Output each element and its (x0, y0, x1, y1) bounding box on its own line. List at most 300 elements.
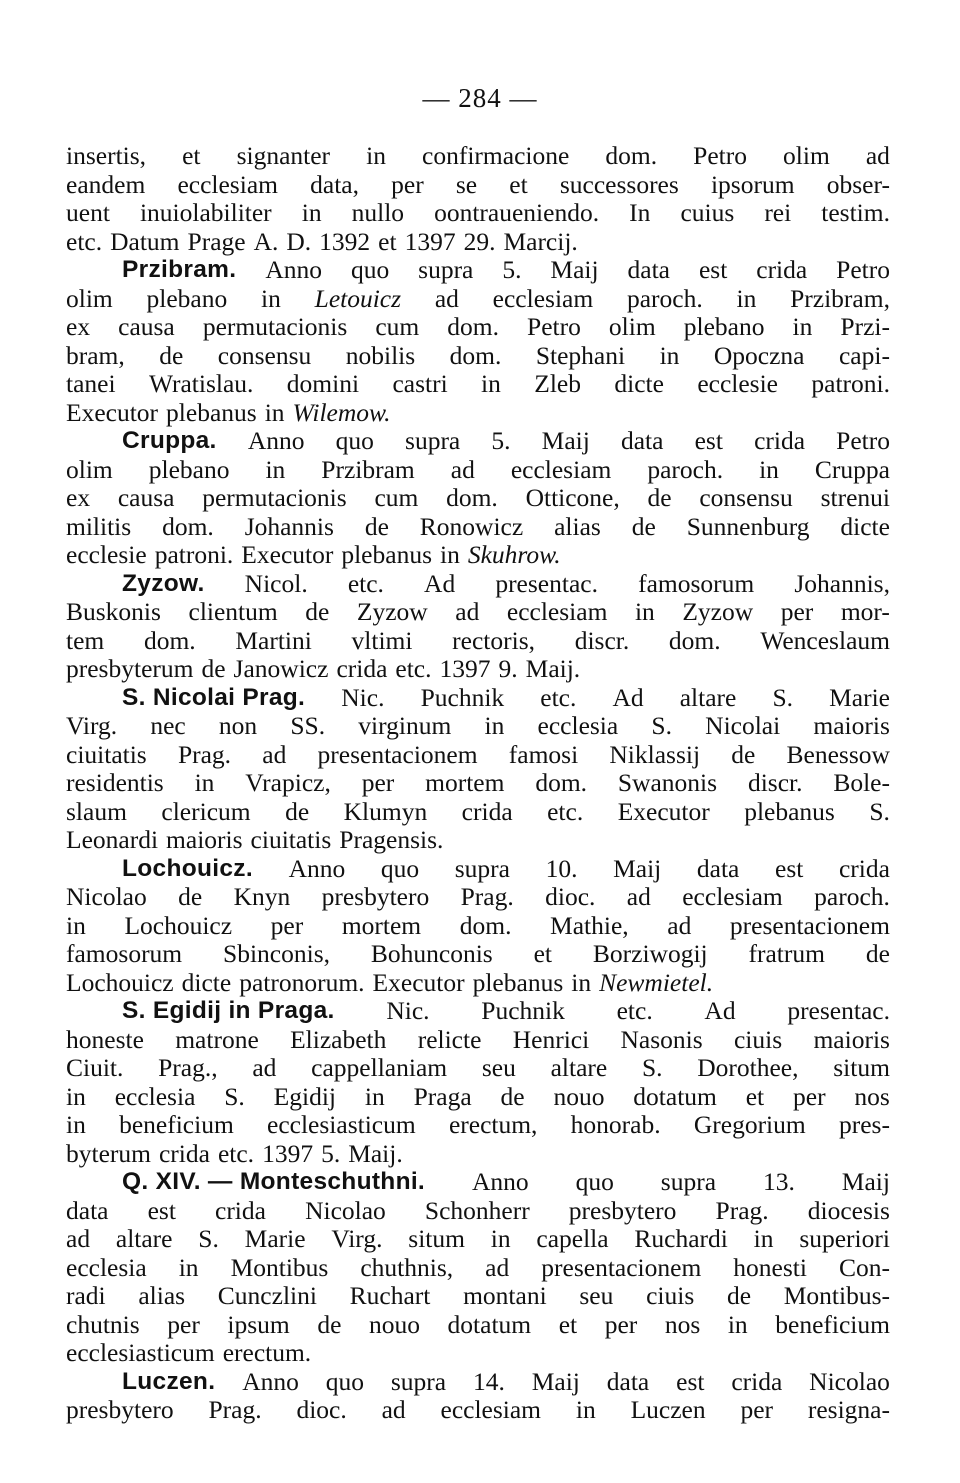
word: patronorum. (239, 967, 365, 997)
word: nec (150, 711, 186, 740)
word: in (66, 1081, 86, 1111)
text-line (66, 684, 890, 713)
word: de (731, 739, 756, 769)
word: 1397 (262, 1138, 314, 1168)
word: Nic. (341, 682, 385, 712)
word: Ad (704, 996, 736, 1025)
word: insertis, (66, 141, 147, 170)
word: pres- (838, 1110, 890, 1139)
word: supra (405, 426, 461, 455)
text-line (66, 484, 890, 513)
word: Anno (265, 255, 322, 284)
word: honeste (66, 1024, 144, 1054)
word: presentacionem (541, 1252, 702, 1282)
word: bram, (66, 340, 125, 370)
word: resigna- (807, 1395, 890, 1424)
word: ipsorum (710, 169, 795, 199)
word: oontraueniendo. (434, 198, 600, 227)
word: ecclesie (697, 369, 778, 398)
word: plebano (683, 312, 765, 341)
word: Otticone, (525, 483, 620, 512)
word: Stephani (535, 340, 626, 370)
word: Vrapicz, (245, 768, 331, 797)
word: in (301, 198, 322, 227)
word: de (647, 483, 672, 512)
word: data (620, 426, 664, 455)
word: et (378, 226, 397, 256)
word: altare (115, 1224, 173, 1253)
word: residentis (66, 768, 164, 797)
word: ecclesiasticum (66, 1338, 215, 1367)
word: in (634, 597, 655, 626)
word: Letouicz (314, 283, 402, 313)
word: S. (198, 1224, 219, 1253)
word: plebanus (744, 796, 835, 826)
word: Maij. (525, 654, 581, 683)
word: olim (608, 312, 656, 341)
word: Bole- (833, 768, 890, 797)
text-line (66, 598, 890, 627)
word: Przibram, (790, 283, 890, 313)
text-line (66, 171, 890, 200)
entry-heading: Lochouicz. (122, 854, 253, 882)
word: de (159, 340, 184, 370)
word: nos (854, 1081, 890, 1111)
word: A. (253, 226, 279, 256)
word: 1397 (439, 654, 491, 683)
word: Anno (242, 1366, 299, 1396)
word: Ad (612, 682, 644, 712)
word: olim (66, 283, 113, 313)
word: Gregorium (693, 1110, 806, 1139)
text-line (66, 741, 890, 770)
word: clericum (161, 796, 251, 826)
word: ciuis (733, 1024, 783, 1054)
word: data (627, 255, 671, 284)
word: Puchnik (420, 682, 505, 712)
word: Opoczna (713, 340, 805, 370)
word: in (792, 312, 813, 341)
word: matrone (175, 1024, 259, 1054)
word: per (740, 1395, 773, 1424)
word: ad (626, 882, 651, 911)
word: In (629, 198, 651, 227)
text-line (66, 1083, 890, 1112)
word: supra (418, 255, 474, 284)
word: cum (374, 483, 419, 512)
word: presbytero (66, 1395, 174, 1424)
word: altare (679, 682, 737, 712)
word: in (575, 1395, 596, 1424)
word: paroch. (626, 283, 703, 313)
word: alias (138, 1281, 186, 1310)
word: Ad (424, 568, 456, 598)
word: in (66, 910, 86, 940)
word: crida (158, 1138, 210, 1168)
entry-heading: Przibram. (122, 256, 237, 283)
text-line (66, 655, 890, 684)
entry-heading: S. Egidij in Praga. (122, 997, 335, 1024)
word: 1397 (404, 226, 456, 256)
word: S. (869, 796, 890, 826)
text-line (66, 826, 890, 855)
word: Marcij. (503, 226, 578, 256)
word: clientum (188, 597, 278, 626)
word: plebano (148, 454, 230, 484)
word: SS. (290, 711, 326, 740)
word: Maij (550, 255, 599, 284)
word: Nicolao (66, 882, 147, 911)
word: Virg. (66, 711, 118, 740)
word: ciuis (646, 1281, 695, 1310)
word: strenui (820, 483, 890, 512)
word: Klumyn (343, 796, 428, 826)
word: crida (754, 426, 806, 455)
entry-heading: Cruppa. (122, 427, 217, 454)
word: in (265, 454, 286, 484)
word: in (484, 711, 505, 740)
word: Datum (110, 226, 180, 256)
word: dom. (446, 483, 498, 512)
word: ad (450, 454, 475, 484)
word: Borziwogij (592, 939, 708, 968)
word: per (391, 169, 424, 199)
word: in (753, 1224, 774, 1253)
word: tanei (66, 369, 116, 398)
text-line (66, 969, 890, 998)
word: ecclesia (537, 711, 619, 740)
word: ecclesiam (510, 454, 612, 484)
word: mortem (341, 910, 422, 940)
word: Prag. (715, 1195, 769, 1225)
text-line (66, 1368, 890, 1397)
word: maioris (166, 825, 243, 854)
word: est (775, 853, 804, 883)
word: per (167, 1309, 200, 1339)
word: Zyzow (682, 597, 754, 626)
word: olim (783, 141, 830, 170)
word: et (558, 1309, 578, 1339)
word: Pragensis. (339, 825, 444, 854)
word: Anno (247, 426, 305, 455)
word: mor- (840, 597, 890, 626)
word: etc. (217, 1138, 255, 1168)
word: in (736, 283, 757, 313)
word: Con- (838, 1252, 890, 1282)
word: situm (408, 1224, 465, 1253)
word: Johannis (244, 511, 334, 541)
word: dicte (614, 369, 664, 398)
word: dotatum (633, 1081, 717, 1111)
word: in (759, 454, 779, 484)
word: beneficium (775, 1309, 890, 1339)
word: Sunnenburg (686, 511, 810, 541)
text-line (66, 228, 890, 257)
word: Nicol. (244, 568, 308, 598)
word: in (481, 369, 501, 398)
word: ecclesiam (440, 1395, 542, 1424)
word: chutnis (66, 1309, 140, 1339)
word: Puchnik (481, 996, 565, 1025)
word: de (364, 511, 389, 541)
word: 5. (321, 1138, 341, 1168)
word: Wilemow. (292, 397, 391, 427)
word: est (694, 426, 723, 455)
word: Executor (617, 796, 710, 826)
word: Prage (187, 226, 246, 256)
word: famosorum (66, 939, 183, 968)
word: tem (66, 625, 105, 655)
text-line (66, 1282, 890, 1311)
word: data (696, 853, 740, 883)
word: et (509, 169, 528, 199)
text-line (66, 940, 890, 969)
word: crida (756, 255, 808, 284)
word: superiori (799, 1224, 890, 1253)
word: in (366, 141, 386, 170)
word: 13. (762, 1167, 795, 1196)
word: ecclesia (66, 1252, 147, 1282)
text-line (66, 1225, 890, 1254)
text-line (66, 1339, 890, 1368)
word: est (676, 1366, 705, 1396)
word: Maij. (348, 1138, 403, 1168)
word: in (364, 1081, 385, 1111)
entry-heading: S. Nicolai Prag. (122, 683, 306, 711)
word: Maij (541, 426, 590, 455)
word: ex (66, 312, 91, 341)
word: Przi- (840, 312, 890, 341)
word: alias (554, 511, 601, 541)
word: ad (455, 597, 480, 626)
text-line (66, 256, 890, 285)
word: Skuhrow. (467, 540, 561, 569)
word: fratrum (748, 939, 825, 968)
word: etc. (540, 682, 577, 712)
word: in (440, 540, 460, 569)
word: olim (66, 454, 113, 484)
word: quo (325, 1366, 364, 1396)
word: dom. (447, 312, 499, 341)
text-line (66, 883, 890, 912)
word: S. (641, 1053, 663, 1082)
word: ad (434, 283, 459, 313)
word: castri (392, 369, 448, 398)
word: dom. (449, 340, 502, 370)
text-line (66, 399, 890, 428)
word: Ronowicz (419, 511, 524, 541)
text-line (66, 1168, 890, 1197)
word: Petro (836, 255, 890, 284)
text-line (66, 199, 890, 228)
word: crida (336, 654, 388, 683)
word: Zyzow (356, 597, 428, 626)
word: in (66, 1110, 86, 1139)
word: etc. (547, 796, 584, 826)
text-line (66, 1111, 890, 1140)
word: ipsum (227, 1309, 290, 1339)
word: Niklassij (609, 739, 701, 769)
word: Prag., (158, 1053, 218, 1082)
text-line (66, 456, 890, 485)
word: per (361, 768, 395, 797)
text-line (66, 769, 890, 798)
text-line (66, 1197, 890, 1226)
word: ecclesiam (506, 597, 608, 626)
word: de (865, 939, 890, 968)
text-line (66, 513, 890, 542)
word: de (201, 654, 226, 683)
text-line (66, 1054, 890, 1083)
word: capi- (838, 340, 890, 370)
word: Maij (613, 853, 662, 883)
word: ecclesiam (682, 882, 783, 911)
word: nouo (368, 1309, 420, 1339)
word: Nasonis (620, 1024, 703, 1054)
word: supra (660, 1167, 717, 1196)
word: est (698, 255, 728, 284)
text-line (66, 313, 890, 342)
text-line (66, 855, 890, 884)
word: Prag. (460, 882, 514, 911)
word: Executor (66, 397, 159, 427)
word: Zleb (534, 369, 581, 398)
word: Montibus (230, 1252, 329, 1282)
word: in (727, 1309, 748, 1339)
word: presentacionem (729, 910, 890, 940)
word: byterum (66, 1138, 151, 1168)
word: Petro (693, 141, 747, 170)
word: discr. (574, 625, 630, 655)
word: data (66, 1195, 109, 1225)
word: Wratislau. (148, 369, 254, 398)
word: et (533, 939, 552, 968)
text-line (66, 912, 890, 941)
word: Sbinconis, (223, 939, 330, 968)
word: per (270, 910, 304, 940)
word: seu (579, 1281, 614, 1310)
word: eandem (66, 169, 146, 199)
word: etc. (616, 996, 653, 1025)
word: inuiolabiliter (139, 198, 272, 227)
word: Przibram (321, 454, 415, 484)
word: Montibus- (783, 1281, 890, 1310)
word: testim. (821, 198, 890, 227)
word: Executor (372, 967, 465, 997)
word: ad (262, 739, 287, 769)
word: erectum, (448, 1110, 538, 1139)
word: ciuitatis (66, 739, 147, 769)
word: domini (286, 369, 360, 398)
word: mortem (425, 768, 505, 797)
word: Schonherr (424, 1195, 530, 1225)
word: Dorothee, (697, 1053, 799, 1082)
word: Swanonis (617, 768, 718, 797)
word: Nicolai (705, 711, 781, 740)
word: honorab. (570, 1110, 661, 1139)
word: situm (833, 1053, 890, 1082)
word: Buskonis (66, 597, 161, 626)
word: uent (66, 198, 110, 227)
word: Ciuit. (66, 1053, 124, 1082)
text-line (66, 142, 890, 171)
word: Mathie, (550, 910, 629, 940)
word: se (455, 169, 478, 199)
word: dom. (668, 625, 721, 655)
word: presbytero (321, 882, 430, 911)
word: in (571, 967, 592, 997)
word: signanter (236, 141, 331, 170)
word: Virg. (331, 1224, 383, 1253)
word: Prag. (208, 1395, 262, 1424)
word: plebanus (472, 967, 564, 997)
text-line (66, 285, 890, 314)
word: dom. (143, 625, 196, 655)
word: plebanus (341, 540, 432, 569)
word: Prag. (177, 739, 232, 769)
word: Egidij (273, 1081, 337, 1111)
word: paroch. (647, 454, 724, 484)
word: D. (286, 226, 312, 256)
word: in (264, 397, 285, 427)
word: Praga (413, 1081, 472, 1111)
word: slaum (66, 796, 127, 826)
word: in (659, 340, 680, 370)
word: per (780, 597, 814, 626)
text-line (66, 712, 890, 741)
word: presentac. (495, 568, 598, 598)
word: in (194, 768, 215, 797)
body-text (66, 142, 890, 1425)
word: successores (559, 169, 679, 199)
word: causa (117, 483, 175, 512)
word: discr. (747, 768, 803, 797)
page-number: — 284 — (422, 83, 538, 113)
word: de (317, 1309, 342, 1339)
word: in (178, 1252, 199, 1282)
word: dioc. (545, 882, 596, 911)
word: nouo (553, 1081, 605, 1111)
word: quo (335, 426, 374, 455)
word: ecclesiam (492, 283, 594, 313)
word: ecclesiam (177, 169, 278, 199)
word: nobilis (345, 340, 416, 370)
word: data (606, 1366, 650, 1396)
word: dom. (535, 768, 588, 797)
word: de (631, 511, 656, 541)
word: 10. (545, 853, 578, 883)
word: Cruppa (814, 454, 890, 484)
word: quo (380, 853, 420, 883)
word: presbyterum (66, 654, 194, 683)
text-line (66, 370, 890, 399)
text-line (66, 570, 890, 599)
word: etc. (66, 226, 103, 256)
word: crida (461, 796, 513, 826)
word: etc. (395, 654, 432, 683)
word: Ruchart (349, 1281, 431, 1310)
word: dotatum (447, 1309, 532, 1339)
word: honesti (733, 1252, 807, 1282)
word: ciuitatis (250, 825, 332, 854)
word: de (305, 597, 330, 626)
word: relicte (417, 1024, 482, 1054)
word: famosorum (638, 568, 755, 598)
word: quo (575, 1167, 614, 1196)
text-line (66, 1254, 890, 1283)
word: presentac. (787, 996, 890, 1025)
word: consensu (699, 483, 793, 512)
